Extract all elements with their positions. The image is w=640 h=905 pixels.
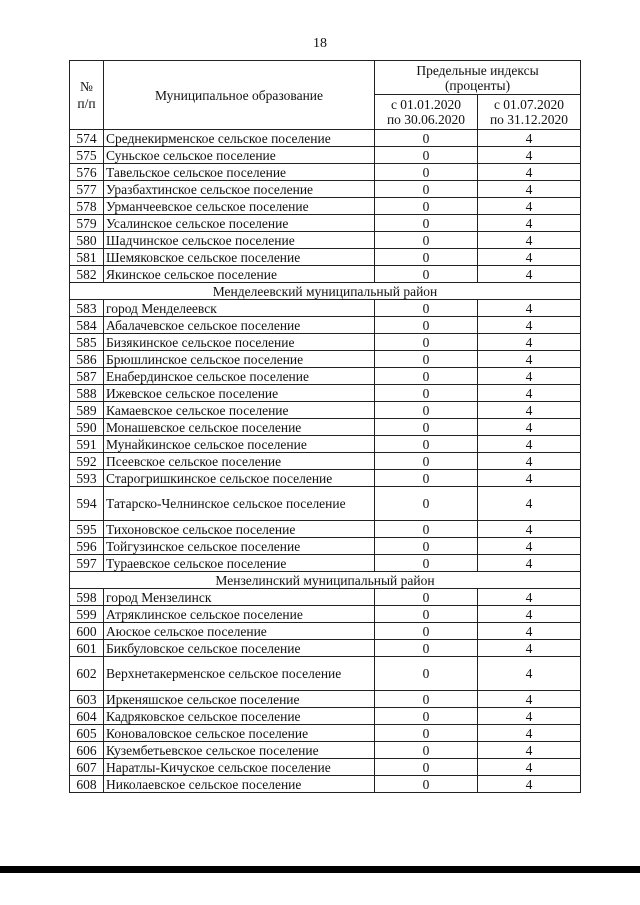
index-period-2: 4 [478, 147, 581, 164]
municipality-name: Тойгузинское сельское поселение [104, 538, 375, 555]
municipality-name: Усалинское сельское поселение [104, 215, 375, 232]
index-period-2: 4 [478, 640, 581, 657]
table-row [70, 164, 581, 181]
table-row [70, 538, 581, 555]
municipality-name: Брюшлинское сельское поселение [104, 351, 375, 368]
index-period-2: 4 [478, 521, 581, 538]
table-row [70, 351, 581, 368]
index-period-1: 0 [375, 419, 478, 436]
index-period-1: 0 [375, 215, 478, 232]
row-number: 575 [70, 147, 104, 164]
index-period-2: 4 [478, 555, 581, 572]
index-period-1: 0 [375, 521, 478, 538]
table-row [70, 555, 581, 572]
table-row [70, 232, 581, 249]
municipality-name: Тавельское сельское поселение [104, 164, 375, 181]
table-header [70, 61, 581, 130]
table-row [70, 470, 581, 487]
index-period-1: 0 [375, 232, 478, 249]
index-period-2: 4 [478, 334, 581, 351]
row-number: 591 [70, 436, 104, 453]
index-period-1: 0 [375, 317, 478, 334]
index-period-1: 0 [375, 130, 478, 147]
index-period-1: 0 [375, 453, 478, 470]
table-row [70, 657, 581, 691]
municipality-name: Тихоновское сельское поселение [104, 521, 375, 538]
table-row [70, 742, 581, 759]
row-number: 592 [70, 453, 104, 470]
row-number: 594 [70, 487, 104, 521]
table-row [70, 317, 581, 334]
row-number: 595 [70, 521, 104, 538]
municipality-name: Кузембетьевское сельское поселение [104, 742, 375, 759]
index-period-2: 4 [478, 419, 581, 436]
table-row [70, 708, 581, 725]
row-number: 604 [70, 708, 104, 725]
scan-edge-bar [0, 866, 640, 873]
row-number: 580 [70, 232, 104, 249]
table-row [70, 521, 581, 538]
index-period-2: 4 [478, 776, 581, 793]
table-body [70, 130, 581, 793]
table-row [70, 385, 581, 402]
index-period-2: 4 [478, 198, 581, 215]
municipality-name: Уразбахтинское сельское поселение [104, 181, 375, 198]
index-period-2: 4 [478, 130, 581, 147]
index-period-2: 4 [478, 232, 581, 249]
index-period-2: 4 [478, 606, 581, 623]
index-period-1: 0 [375, 249, 478, 266]
table-row [70, 266, 581, 283]
municipality-name: Татарско-Челнинское сельское поселение [104, 487, 375, 521]
table-row [70, 368, 581, 385]
table-row [70, 589, 581, 606]
index-period-1: 0 [375, 436, 478, 453]
index-period-2: 4 [478, 725, 581, 742]
index-period-1: 0 [375, 334, 478, 351]
index-period-2: 4 [478, 453, 581, 470]
row-number: 577 [70, 181, 104, 198]
municipality-name: Аюское сельское поселение [104, 623, 375, 640]
index-period-2: 4 [478, 623, 581, 640]
row-number: 589 [70, 402, 104, 419]
table-row [70, 300, 581, 317]
table-row [70, 215, 581, 232]
table-row [70, 147, 581, 164]
index-period-2: 4 [478, 538, 581, 555]
index-period-1: 0 [375, 691, 478, 708]
table-row [70, 606, 581, 623]
municipality-name: Шемяковское сельское поселение [104, 249, 375, 266]
municipality-name: Старогришкинское сельское поселение [104, 470, 375, 487]
table-row [70, 402, 581, 419]
row-number: 587 [70, 368, 104, 385]
index-period-2: 4 [478, 470, 581, 487]
index-period-1: 0 [375, 555, 478, 572]
table-row [70, 487, 581, 521]
row-number: 590 [70, 419, 104, 436]
table-row [70, 249, 581, 266]
index-period-1: 0 [375, 487, 478, 521]
municipality-name: Суньское сельское поселение [104, 147, 375, 164]
municipality-name: город Менделеевск [104, 300, 375, 317]
index-period-1: 0 [375, 708, 478, 725]
index-period-1: 0 [375, 266, 478, 283]
municipality-name: Коноваловское сельское поселение [104, 725, 375, 742]
header-indices-title: Предельные индексы (проценты) [375, 61, 581, 95]
municipality-name: Бизякинское сельское поселение [104, 334, 375, 351]
section-title: Мензелинский муниципальный район [70, 572, 581, 589]
section-title: Менделеевский муниципальный район [70, 283, 581, 300]
page-number: 18 [313, 36, 327, 51]
row-number: 601 [70, 640, 104, 657]
row-number: 598 [70, 589, 104, 606]
section-row [70, 283, 581, 300]
index-period-1: 0 [375, 385, 478, 402]
row-number: 596 [70, 538, 104, 555]
index-period-1: 0 [375, 351, 478, 368]
index-period-2: 4 [478, 487, 581, 521]
index-period-2: 4 [478, 266, 581, 283]
municipality-name: Кадряковское сельское поселение [104, 708, 375, 725]
index-period-1: 0 [375, 640, 478, 657]
index-period-2: 4 [478, 402, 581, 419]
index-period-2: 4 [478, 657, 581, 691]
index-period-2: 4 [478, 164, 581, 181]
row-number: 586 [70, 351, 104, 368]
municipality-name: Среднекирменское сельское поселение [104, 130, 375, 147]
section-row [70, 572, 581, 589]
index-period-2: 4 [478, 351, 581, 368]
index-period-1: 0 [375, 198, 478, 215]
index-period-2: 4 [478, 589, 581, 606]
row-number: 581 [70, 249, 104, 266]
municipality-name: Шадчинское сельское поселение [104, 232, 375, 249]
table-row [70, 725, 581, 742]
table-row [70, 453, 581, 470]
row-number: 585 [70, 334, 104, 351]
table-row [70, 691, 581, 708]
row-number: 574 [70, 130, 104, 147]
index-period-1: 0 [375, 742, 478, 759]
index-period-2: 4 [478, 181, 581, 198]
row-number: 588 [70, 385, 104, 402]
row-number: 578 [70, 198, 104, 215]
indices-table [69, 60, 581, 793]
municipality-name: Енабердинское сельское поселение [104, 368, 375, 385]
municipality-name: Монашевское сельское поселение [104, 419, 375, 436]
index-period-2: 4 [478, 368, 581, 385]
municipality-name: Верхнетакерменское сельское поселение [104, 657, 375, 691]
municipality-name: Ижевское сельское поселение [104, 385, 375, 402]
municipality-name: Урманчеевское сельское поселение [104, 198, 375, 215]
row-number: 579 [70, 215, 104, 232]
table-row [70, 130, 581, 147]
index-period-1: 0 [375, 164, 478, 181]
row-number: 600 [70, 623, 104, 640]
row-number: 583 [70, 300, 104, 317]
municipality-name: Камаевское сельское поселение [104, 402, 375, 419]
index-period-1: 0 [375, 147, 478, 164]
index-period-1: 0 [375, 725, 478, 742]
table-row [70, 776, 581, 793]
municipality-name: Атряклинское сельское поселение [104, 606, 375, 623]
index-period-1: 0 [375, 470, 478, 487]
header-municipality-column: Муниципальное образование [104, 61, 375, 130]
index-period-1: 0 [375, 759, 478, 776]
municipality-name: Бикбуловское сельское поселение [104, 640, 375, 657]
index-period-2: 4 [478, 691, 581, 708]
index-period-2: 4 [478, 300, 581, 317]
index-period-1: 0 [375, 606, 478, 623]
index-period-1: 0 [375, 776, 478, 793]
table-row [70, 181, 581, 198]
header-number-column: № п/п [70, 61, 104, 130]
row-number: 599 [70, 606, 104, 623]
index-period-2: 4 [478, 317, 581, 334]
municipality-name: Иркеняшское сельское поселение [104, 691, 375, 708]
index-period-1: 0 [375, 623, 478, 640]
municipality-name: Мунайкинское сельское поселение [104, 436, 375, 453]
index-period-2: 4 [478, 215, 581, 232]
header-period-1: с 01.01.2020 по 30.06.2020 [375, 95, 478, 130]
index-period-1: 0 [375, 402, 478, 419]
index-period-2: 4 [478, 249, 581, 266]
table-row [70, 436, 581, 453]
table-row [70, 419, 581, 436]
index-period-1: 0 [375, 589, 478, 606]
row-number: 605 [70, 725, 104, 742]
row-number: 602 [70, 657, 104, 691]
table-row [70, 198, 581, 215]
municipality-name: Псеевское сельское поселение [104, 453, 375, 470]
row-number: 597 [70, 555, 104, 572]
table-row [70, 640, 581, 657]
index-period-1: 0 [375, 181, 478, 198]
row-number: 593 [70, 470, 104, 487]
index-period-1: 0 [375, 368, 478, 385]
row-number: 607 [70, 759, 104, 776]
header-period-2: с 01.07.2020 по 31.12.2020 [478, 95, 581, 130]
index-period-2: 4 [478, 759, 581, 776]
table-row [70, 334, 581, 351]
index-period-2: 4 [478, 742, 581, 759]
index-period-2: 4 [478, 385, 581, 402]
index-period-1: 0 [375, 657, 478, 691]
index-period-1: 0 [375, 300, 478, 317]
row-number: 576 [70, 164, 104, 181]
row-number: 584 [70, 317, 104, 334]
municipality-name: Тураевское сельское поселение [104, 555, 375, 572]
index-period-2: 4 [478, 708, 581, 725]
row-number: 608 [70, 776, 104, 793]
row-number: 582 [70, 266, 104, 283]
table-row [70, 623, 581, 640]
municipality-name: Якинское сельское поселение [104, 266, 375, 283]
municipality-name: город Мензелинск [104, 589, 375, 606]
row-number: 603 [70, 691, 104, 708]
municipality-name: Наратлы-Кичуское сельское поселение [104, 759, 375, 776]
index-period-1: 0 [375, 538, 478, 555]
index-period-2: 4 [478, 436, 581, 453]
row-number: 606 [70, 742, 104, 759]
table-row [70, 759, 581, 776]
municipality-name: Абалачевское сельское поселение [104, 317, 375, 334]
municipality-name: Николаевское сельское поселение [104, 776, 375, 793]
